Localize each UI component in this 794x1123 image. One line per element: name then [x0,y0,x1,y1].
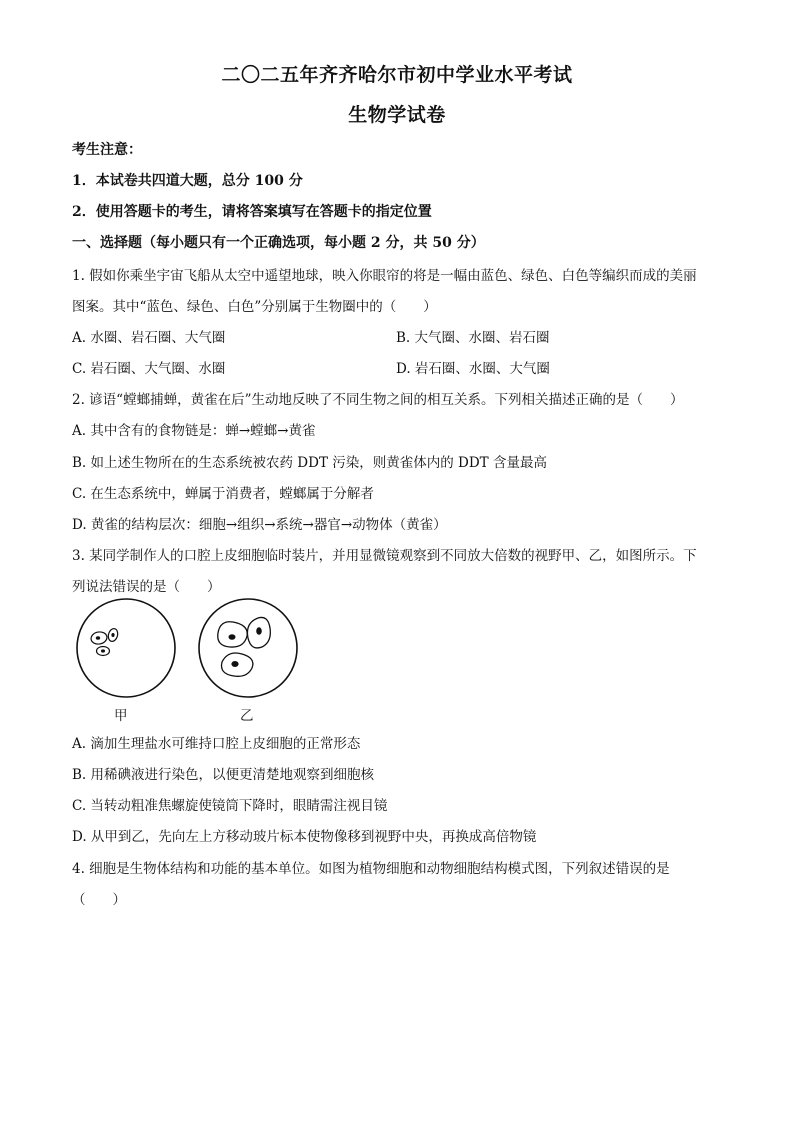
microscope-fields-svg [72,598,312,728]
option-c: C. 在生态系统中，蝉属于消费者，螳螂属于分解者 [72,486,374,502]
option-b: B. 如上述生物所在的生态系统被农药 DDT 污染，则黄雀体内的 DDT 含量最高 [72,455,547,471]
option-d: D. 岩石圈、水圈、大气圈 [396,361,550,377]
option-a: A. 水圈、岩石圈、大气圈 [72,330,226,346]
option-b: B. 大气圈、水圈、岩石圈 [396,330,550,346]
question-stem: 1. 假如你乘坐宇宙飞船从太空中遥望地球，映入你眼帘的将是一幅由蓝色、绿色、白色等编织而成的美丽 [72,268,697,284]
question-stem: 4. 细胞是生物体结构和功能的基本单位。如图为植物细胞和动物细胞结构模式图，下列叙述错误的是 [72,861,670,877]
note-item: 1．本试卷共四道大题，总分 100 分 [72,173,303,189]
exam-subtitle: 生物学试卷 [348,104,446,126]
question-stem: （ ） [72,892,126,908]
question-stem: 图案。其中“蓝色、绿色、白色”分别属于生物圈中的（ ） [72,299,437,315]
option-d: D. 从甲到乙，先向左上方移动玻片标本使物像移到视野中央，再换成高倍物镜 [72,829,537,845]
microscope-fields-figure [72,598,312,728]
figure-label-yi: 乙 [240,708,254,724]
notes-heading: 考生注意： [72,142,142,158]
option-a: A. 滴加生理盐水可维持口腔上皮细胞的正常形态 [72,736,361,752]
field-high-power [199,599,297,697]
option-b: B. 用稀碘液进行染色，以便更清楚地观察到细胞核 [72,767,375,783]
section-heading: 一、选择题（每小题只有一个正确选项，每小题 2 分，共 50 分） [72,235,485,251]
note-item: 2．使用答题卡的考生，请将答案填写在答题卡的指定位置 [72,204,432,220]
field-low-power [77,599,175,697]
question-stem: 3. 某同学制作人的口腔上皮细胞临时装片，并用显微镜观察到不同放大倍数的视野甲、乙，如图所示。下 [72,548,697,564]
question-stem: 2. 谚语“螳螂捕蝉，黄雀在后”生动地反映了不同生物之间的相互关系。下列相关描述正确的是（ ） [72,392,684,408]
exam-title: 二〇二五年齐齐哈尔市初中学业水平考试 [221,64,573,86]
option-d: D. 黄雀的结构层次：细胞→组织→系统→器官→动物体（黄雀） [72,517,447,533]
question-stem: 列说法错误的是（ ） [72,579,221,595]
figure-label-jia: 甲 [114,708,128,724]
option-c: C. 当转动粗准焦螺旋使镜筒下降时，眼睛需注视目镜 [72,798,388,814]
option-a: A. 其中含有的食物链是：蝉→螳螂→黄雀 [72,423,316,439]
option-c: C. 岩石圈、大气圈、水圈 [72,361,226,377]
